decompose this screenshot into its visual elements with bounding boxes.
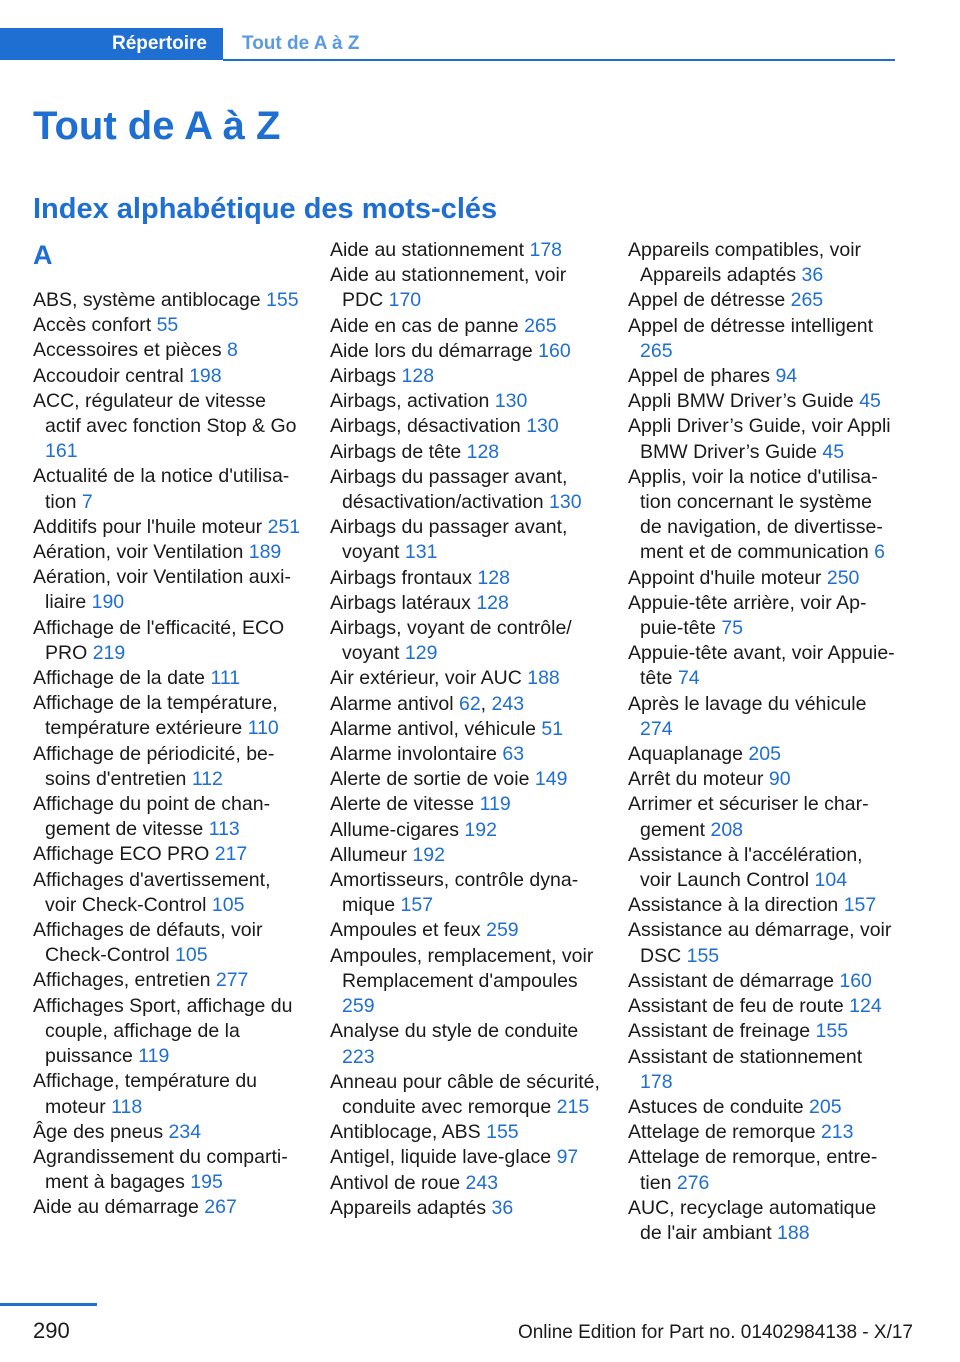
index-entry [33, 540, 303, 565]
index-column-3 [628, 238, 898, 1246]
page-reference-link[interactable]: 243 [465, 1171, 499, 1194]
index-term: Arrêt du moteur [628, 768, 769, 791]
index-term: Affichages, entretien [33, 969, 216, 992]
index-term: Aquaplanage [628, 743, 749, 766]
index-entry [33, 691, 303, 741]
index-term: Aide au démarrage [33, 1196, 205, 1219]
index-entry: Alarme antivol 62, 243 [330, 692, 525, 715]
index-term: Appareils compatibles, voir Appareils adaptés [628, 239, 862, 287]
page-reference-link[interactable]: 259 [342, 995, 375, 1018]
index-term: Assistance au démarrage, voir DSC [628, 919, 892, 967]
page-reference-link[interactable]: 112 [191, 767, 223, 790]
index-entry [330, 1145, 600, 1170]
page-reference-link[interactable]: 178 [640, 1070, 673, 1093]
index-term: Air extérieur, voir AUC [330, 667, 528, 690]
index-term: Aide en cas de panne [330, 314, 525, 337]
page-reference-link[interactable]: 160 [839, 969, 872, 992]
index-entry [628, 792, 898, 842]
index-entry [330, 616, 600, 666]
page-reference-link[interactable]: 105 [211, 893, 245, 916]
index-entry [330, 1196, 600, 1221]
index-entry [33, 994, 303, 1070]
index-entry [33, 616, 303, 666]
page-reference-link[interactable]: 195 [190, 1171, 223, 1194]
index-entry [628, 918, 898, 968]
index-entry [33, 389, 303, 465]
index-entry [628, 692, 898, 742]
index-entry [330, 314, 600, 339]
page-reference-link[interactable]: 178 [529, 239, 563, 261]
index-entry [330, 263, 600, 313]
index-term: Assistant de feu de route [628, 995, 850, 1018]
page-reference-link[interactable]: 62 [458, 692, 481, 715]
index-entry [33, 1120, 303, 1145]
index-term: Antigel, liquide lave-glace [330, 1146, 557, 1169]
index-term: Alarme antivol, véhicule [330, 717, 542, 740]
index-term: Arrimer et sécuriser le chargement [628, 793, 869, 841]
index-entry [628, 1045, 898, 1095]
index-entry [628, 1095, 898, 1120]
index-term: Affichages Sport, affichage du couple, affichage de la puissance [33, 994, 293, 1068]
header-bar [0, 28, 895, 62]
tab-repertoire[interactable]: Répertoire [0, 28, 223, 60]
page-reference-link[interactable]: 75 [721, 617, 744, 640]
index-entry [33, 338, 303, 363]
index-term: Affichage ECO PRO [33, 843, 215, 866]
page-reference-link[interactable]: 45 [859, 390, 881, 413]
page-reference-link[interactable]: 188 [527, 667, 560, 690]
index-entry [330, 767, 600, 792]
index-term: Ampoules et feux [330, 919, 487, 942]
index-term: Alerte de vitesse [330, 793, 480, 816]
index-term: Appel de détresse intelligent [628, 314, 873, 337]
page-reference-link[interactable]: 223 [342, 1045, 375, 1068]
index-term: Appel de détresse [628, 289, 791, 312]
index-entry [628, 364, 898, 389]
page-reference-link[interactable]: 192 [412, 843, 445, 866]
page-reference-link[interactable]: 55 [156, 314, 179, 337]
page-reference-link[interactable]: 128 [476, 591, 509, 614]
index-entry [330, 1120, 600, 1145]
index-entry [33, 364, 303, 389]
page-reference-link[interactable]: 113 [208, 818, 240, 841]
index-entry [330, 515, 600, 565]
index-entry [628, 238, 898, 288]
index-entry [330, 238, 600, 263]
index-term: Accès confort [33, 314, 157, 337]
index-term: Affichage du point de changement de vitesse [33, 793, 271, 841]
index-term: Affichage de la température, température extérieure [33, 692, 278, 740]
page-reference-link[interactable]: 198 [189, 364, 222, 387]
index-entry [330, 1070, 600, 1120]
index-entry [628, 591, 898, 641]
index-entry [33, 666, 303, 691]
index-term: Appli BMW Driver’s Guide [628, 390, 860, 413]
page-reference-link[interactable]: 205 [809, 1095, 842, 1118]
index-entry [330, 843, 600, 868]
index-entry [33, 842, 303, 867]
index-entry [628, 414, 898, 464]
index-term: Affichage de périodicité, besoins d'entretien [33, 742, 275, 790]
index-term: Aide lors du démarrage [330, 339, 539, 362]
page-reference-link[interactable]: 274 [640, 717, 673, 740]
index-entry [330, 1019, 600, 1069]
page-reference-link[interactable]: 219 [92, 641, 126, 664]
index-term: ACC, régulateur de vitesse actif avec fonction Stop & Go [33, 389, 297, 438]
index-entry [628, 641, 898, 691]
index-entry [330, 1171, 600, 1196]
index-entry [628, 767, 898, 792]
page-reference-link[interactable]: 130 [526, 415, 559, 438]
index-term: Aide au stationnement [330, 239, 530, 261]
index-term: Amortisseurs, contrôle dynamique [330, 869, 579, 917]
page-reference-link[interactable]: 190 [91, 591, 125, 614]
tab-tout-de-a-a-z[interactable]: Tout de A à Z [242, 33, 360, 54]
page-reference-link[interactable]: 7 [81, 490, 93, 513]
index-entry [330, 339, 600, 364]
index-entry [330, 666, 600, 691]
page-reference-link[interactable]: 265 [790, 289, 824, 312]
page-reference-link[interactable]: 128 [477, 566, 510, 589]
page-reference-link[interactable]: 149 [534, 768, 568, 791]
index-entry [330, 918, 600, 943]
page-reference-link[interactable]: 131 [404, 541, 438, 564]
index-term: AUC, recyclage automatique de l'air ambiant [628, 1196, 877, 1244]
index-term: Attelage de remorque [628, 1121, 821, 1144]
index-term: Assistant de stationnement [628, 1045, 863, 1068]
section-letter: A [33, 240, 53, 270]
page-reference-link[interactable]: 189 [248, 541, 282, 564]
index-term: Aération, voir Ventilation [33, 541, 249, 564]
header-rule [223, 59, 895, 61]
index-term: Airbags, voyant de contrôle/ voyant [330, 617, 572, 665]
page-reference-link[interactable]: 188 [777, 1221, 810, 1244]
index-entry [33, 1195, 303, 1220]
index-column-2 [330, 238, 600, 1221]
index-term: Astuces de conduite [628, 1095, 810, 1118]
index-term: Affichage de la date [33, 667, 211, 690]
page-reference-link[interactable]: 36 [491, 1196, 514, 1219]
index-term: Agrandissement du compartiment à bagages [33, 1145, 288, 1194]
page-reference-link[interactable]: 155 [686, 944, 720, 967]
index-entry [33, 565, 303, 615]
index-term: Airbags du passager avant, désactivation/activation [330, 465, 568, 514]
index-entry [330, 591, 600, 616]
index-term: Airbags, activation [330, 390, 495, 413]
page-reference-link[interactable]: 161 [45, 440, 78, 463]
page-reference-link[interactable]: 94 [775, 365, 798, 388]
index-entry [33, 313, 303, 338]
page-reference-link[interactable]: 104 [814, 869, 848, 892]
page-reference-link[interactable]: 128 [401, 365, 435, 388]
page-reference-link[interactable]: 90 [768, 768, 791, 791]
page-reference-link[interactable]: 51 [541, 717, 564, 740]
index-term: Ampoules, remplacement, voir Remplacement d'ampoules [330, 944, 594, 992]
index-entry [628, 1196, 898, 1246]
index-term: Affichages de défauts, voir Check-Control [33, 919, 263, 967]
page-reference-link[interactable]: 251 [267, 515, 301, 538]
index-entry [330, 868, 600, 918]
index-entry [330, 364, 600, 389]
page-reference-link[interactable]: 155 [486, 1121, 519, 1144]
index-entry [628, 465, 898, 566]
page-reference-link[interactable]: 124 [849, 995, 882, 1018]
index-entry [33, 868, 303, 918]
index-term: Affichage, température du moteur [33, 1070, 258, 1118]
page-reference-link[interactable]: 74 [677, 667, 700, 690]
index-entry [33, 792, 303, 842]
index-term: Airbags [330, 365, 402, 388]
page-reference-link[interactable]: 243 [491, 692, 525, 715]
index-term: ABS, système antiblocage [33, 289, 267, 311]
index-term: Appoint d'huile moteur [628, 566, 827, 589]
index-entry [628, 566, 898, 591]
page-reference-link[interactable]: 119 [479, 793, 511, 816]
index-entry [628, 742, 898, 767]
index-term: Antivol de roue [330, 1171, 466, 1194]
index-term: Allumeur [330, 843, 413, 866]
page-reference-link[interactable]: 170 [388, 289, 422, 312]
index-entry [33, 288, 303, 313]
index-entry [33, 464, 303, 514]
index-term: Appuie-tête avant, voir Appuie-tête [628, 642, 895, 690]
index-term: Affichages d'avertissement, voir Check-Control [33, 868, 271, 916]
index-term: Applis, voir la notice d'utilisation concernant le système de navigation, de divertissement et de communication [628, 465, 883, 564]
index-term: Airbags de tête [330, 440, 467, 463]
index-entry [628, 1019, 898, 1044]
page-reference-link[interactable]: 155 [266, 289, 299, 311]
index-entry [628, 843, 898, 893]
page-reference-link[interactable]: 157 [400, 894, 434, 917]
index-entry [33, 1069, 303, 1119]
index-term: Attelage de remorque, entretien [628, 1146, 878, 1194]
index-entry [330, 414, 600, 439]
index-term: Appuie-tête arrière, voir Appuie-tête [628, 591, 867, 640]
page-reference-link[interactable]: 217 [214, 843, 248, 866]
page-reference-link[interactable]: 265 [640, 339, 673, 362]
index-term: Affichage de l'efficacité, ECO PRO [33, 616, 285, 664]
index-entry [628, 389, 898, 414]
index-term: Airbags, désactivation [330, 415, 527, 438]
index-term: Âge des pneus [33, 1120, 169, 1143]
page-reference-link[interactable]: 277 [215, 969, 249, 992]
page-reference-link[interactable]: 105 [175, 944, 208, 967]
index-entry [628, 288, 898, 313]
index-term: Antiblocage, ABS [330, 1121, 487, 1144]
index-term: Assistant de freinage [628, 1020, 816, 1043]
index-entry [33, 968, 303, 993]
index-term: Appareils adaptés [330, 1196, 492, 1219]
index-entry [330, 717, 600, 742]
index-term: Après le lavage du véhicule [628, 692, 867, 715]
page-title: Tout de A à Z [33, 104, 281, 148]
index-term: Accoudoir central [33, 364, 190, 387]
page-reference-link[interactable]: 6 [874, 541, 885, 564]
page-reference-link[interactable]: 208 [710, 818, 744, 841]
page-reference-link[interactable]: 111 [210, 667, 241, 690]
index-entry [628, 314, 898, 364]
index-term: Alarme involontaire [330, 743, 503, 766]
index-entry [33, 1145, 303, 1195]
page-reference-link[interactable]: 119 [138, 1045, 170, 1068]
index-term: Alerte de sortie de voie [330, 768, 535, 791]
index-term: Allume-cigares [330, 818, 465, 841]
index-term: Assistant de démarrage [628, 969, 840, 992]
page-reference-link[interactable]: 276 [676, 1171, 710, 1194]
index-term: Aide au stationnement, voir PDC [330, 264, 567, 312]
page-reference-link[interactable]: 97 [556, 1146, 579, 1169]
index-term: Assistance à la direction [628, 894, 844, 917]
index-term: Additifs pour l'huile moteur [33, 515, 268, 538]
index-entry [628, 994, 898, 1019]
index-term: Actualité de la notice d'utilisation [33, 465, 290, 513]
page-reference-link[interactable]: 205 [748, 743, 781, 766]
index-term: Airbags frontaux [330, 566, 478, 589]
index-term: Alarme antivol [330, 692, 459, 715]
page-reference-link[interactable]: 265 [524, 314, 557, 337]
page-reference-link[interactable]: 36 [801, 264, 824, 287]
index-entry [330, 566, 600, 591]
index-entry [330, 389, 600, 414]
page-reference-link[interactable]: 129 [404, 642, 438, 665]
index-term: Appel de phares [628, 365, 776, 388]
page-reference-link[interactable]: 8 [227, 339, 238, 362]
page-reference-link[interactable]: 130 [494, 390, 528, 413]
index-entry [330, 465, 600, 515]
index-term: Aération, voir Ventilation auxiliaire [33, 566, 291, 614]
page-reference-link[interactable]: 155 [815, 1020, 849, 1043]
page-reference-link[interactable]: 259 [486, 919, 519, 942]
page-reference-link[interactable]: 192 [464, 818, 497, 841]
page-reference-link[interactable]: 45 [822, 440, 845, 463]
index-entry [330, 944, 600, 1020]
index-term: Assistance à l'accélération, voir Launch Control [628, 843, 863, 892]
index-entry [33, 742, 303, 792]
page-reference-link[interactable]: 128 [466, 440, 500, 463]
page-reference-link[interactable]: 118 [111, 1095, 143, 1118]
edition-note: Online Edition for Part no. 01402984138 - X/17 [517, 1322, 913, 1343]
page-reference-link[interactable]: 160 [538, 339, 571, 362]
index-entry [33, 515, 303, 540]
index-term: Accessoires et pièces [33, 339, 228, 362]
index-entry [628, 969, 898, 994]
index-entry [330, 792, 600, 817]
index-entry [628, 893, 898, 918]
page-number: 290 [33, 1318, 70, 1343]
index-term: Anneau pour câble de sécurité, conduite avec remorque [330, 1070, 600, 1118]
page-reference-link[interactable]: 130 [549, 491, 582, 514]
index-entry [330, 818, 600, 843]
page-reference-link[interactable]: 63 [502, 743, 525, 766]
index-entry [330, 440, 600, 465]
index-term: Airbags latéraux [330, 591, 477, 614]
footer-accent-bar [0, 1303, 97, 1306]
page-reference-link[interactable]: 110 [247, 717, 279, 740]
index-entry [628, 1120, 898, 1145]
page-reference-link[interactable]: 157 [843, 894, 877, 917]
index-term: Analyse du style de conduite [330, 1020, 579, 1043]
page-reference-link[interactable]: 250 [826, 566, 860, 589]
page-reference-link[interactable]: 215 [556, 1095, 590, 1118]
index-entry [330, 742, 600, 767]
page-reference-link[interactable]: 267 [204, 1196, 237, 1219]
index-entry [628, 1145, 898, 1195]
index-entry [33, 918, 303, 968]
page-subtitle: Index alphabétique des mots-clés [33, 193, 498, 225]
index-term: Appli Driver’s Guide, voir Appli BMW Driver’s Guide [628, 415, 891, 463]
index-term: Airbags du passager avant, voyant [330, 516, 568, 564]
page-reference-link[interactable]: 213 [820, 1121, 854, 1144]
page-reference-link[interactable]: 234 [168, 1120, 202, 1143]
index-column-1 [33, 238, 303, 1221]
